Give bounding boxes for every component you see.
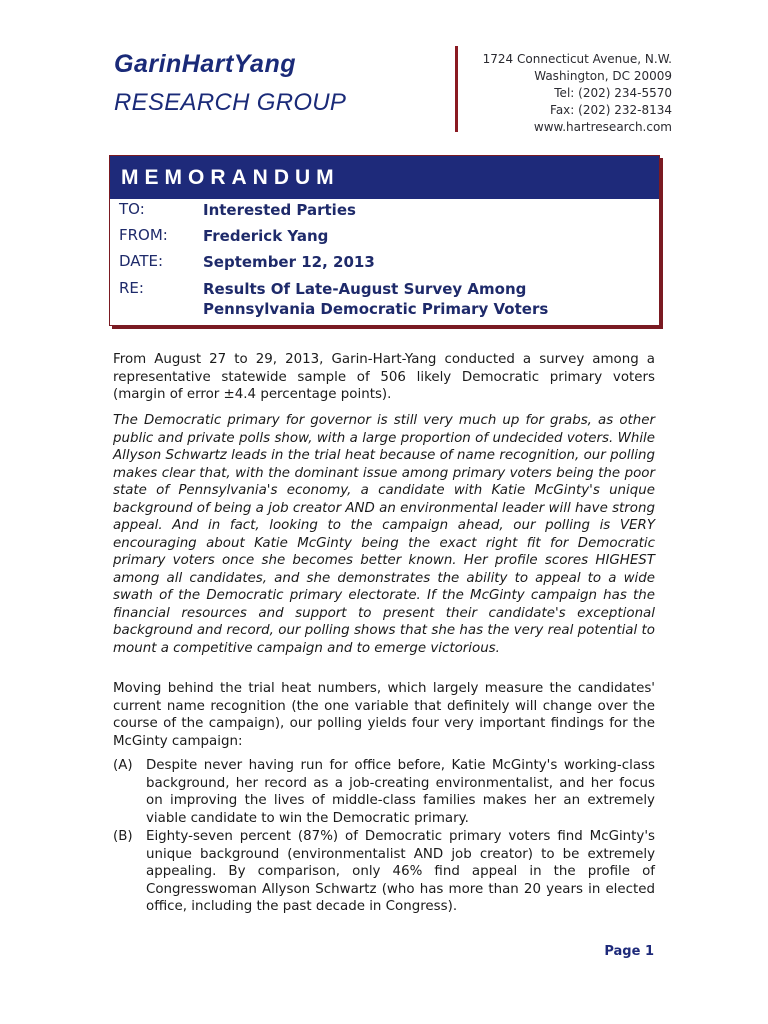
address-city: Washington, DC 20009 [534,69,672,83]
memo-date-value: September 12, 2013 [203,253,375,271]
summary-paragraph: The Democratic primary for governor is still very much up for grabs, as other public and private polls show, with a large proportion of undecided voters. While Allyson Schwartz leads in the trial heat because of name recognition, our polling makes clear that, with the dominant issue among primary voters being the poor state of Pennsylvania's economy, a candidate with Katie McGinty's unique background of being a job creator AND an environmental leader will have strong appeal. And in fact, looking to the campaign ahead, our polling is VERY encouraging about Katie McGinty being the exact right fit for Democratic primary voters once she becomes better known. Her profile scores HIGHEST among all candidates, and she demonstrates the ability to appeal to a wide swath of the Democratic primary electorate. If the McGinty campaign has the financial resources and support to present their candidate's exceptional background and record, our polling shows that she has the very real potential to mount a competitive campaign and to emerge victorious. [113,413,655,656]
memo-title: MEMORANDUM [110,156,659,199]
address-web: www.hartresearch.com [533,120,672,134]
finding-a-label: (A) [113,758,133,773]
memo-re-line1: Results Of Late-August Survey Among [203,280,527,298]
letterhead-divider [455,46,458,132]
finding-a [113,757,655,827]
findings-intro-paragraph: Moving behind the trial heat numbers, which largely measure the candidates' current name recognition (the one variable that definitely will change over the course of the campaign), our polling yields four very important findings for the McGinty campaign: [113,681,655,749]
finding-b-label: (B) [113,829,133,844]
finding-a-text: Despite never having run for office before, Katie McGinty's working-class background, her record as a job-creating environmentalist, and her focus on improving the lives of middle-class families makes her an extremely viable candidate to win the Democratic primary. [146,758,655,826]
address-tel: Tel: (202) 234-5570 [554,86,672,100]
memo-to-value: Interested Parties [203,201,356,219]
company-address [483,51,672,136]
memo-header-box [109,155,660,326]
memo-to-label: TO: [119,200,145,218]
company-logo-subtitle: RESEARCH GROUP [114,89,347,116]
finding-b-text: Eighty-seven percent (87%) of Democratic primary voters find McGinty's unique background (environmentalist AND job creator) to be extremely appealing. By comparison, only 46% find appeal in the profile of Congresswoman Allyson Schwartz (who has more than 20 years in elected office, including the past decade in Congress). [146,829,655,914]
memo-re-label: RE: [119,279,144,297]
address-fax: Fax: (202) 232-8134 [550,103,672,117]
company-logo-name: GarinHartYang [114,50,297,78]
memo-from-label: FROM: [119,226,168,244]
memo-re-value [203,279,643,319]
address-street: 1724 Connecticut Avenue, N.W. [482,52,672,66]
memo-from-value: Frederick Yang [203,227,329,245]
memo-re-line2: Pennsylvania Democratic Primary Voters [203,300,549,318]
intro-paragraph: From August 27 to 29, 2013, Garin-Hart-Yang conducted a survey among a representative statewide sample of 506 likely Democratic primary voters (margin of error ±4.4 percentage points). [113,352,655,402]
memo-date-label: DATE: [119,252,164,270]
page-number: Page 1 [604,944,654,959]
finding-b [113,828,655,916]
